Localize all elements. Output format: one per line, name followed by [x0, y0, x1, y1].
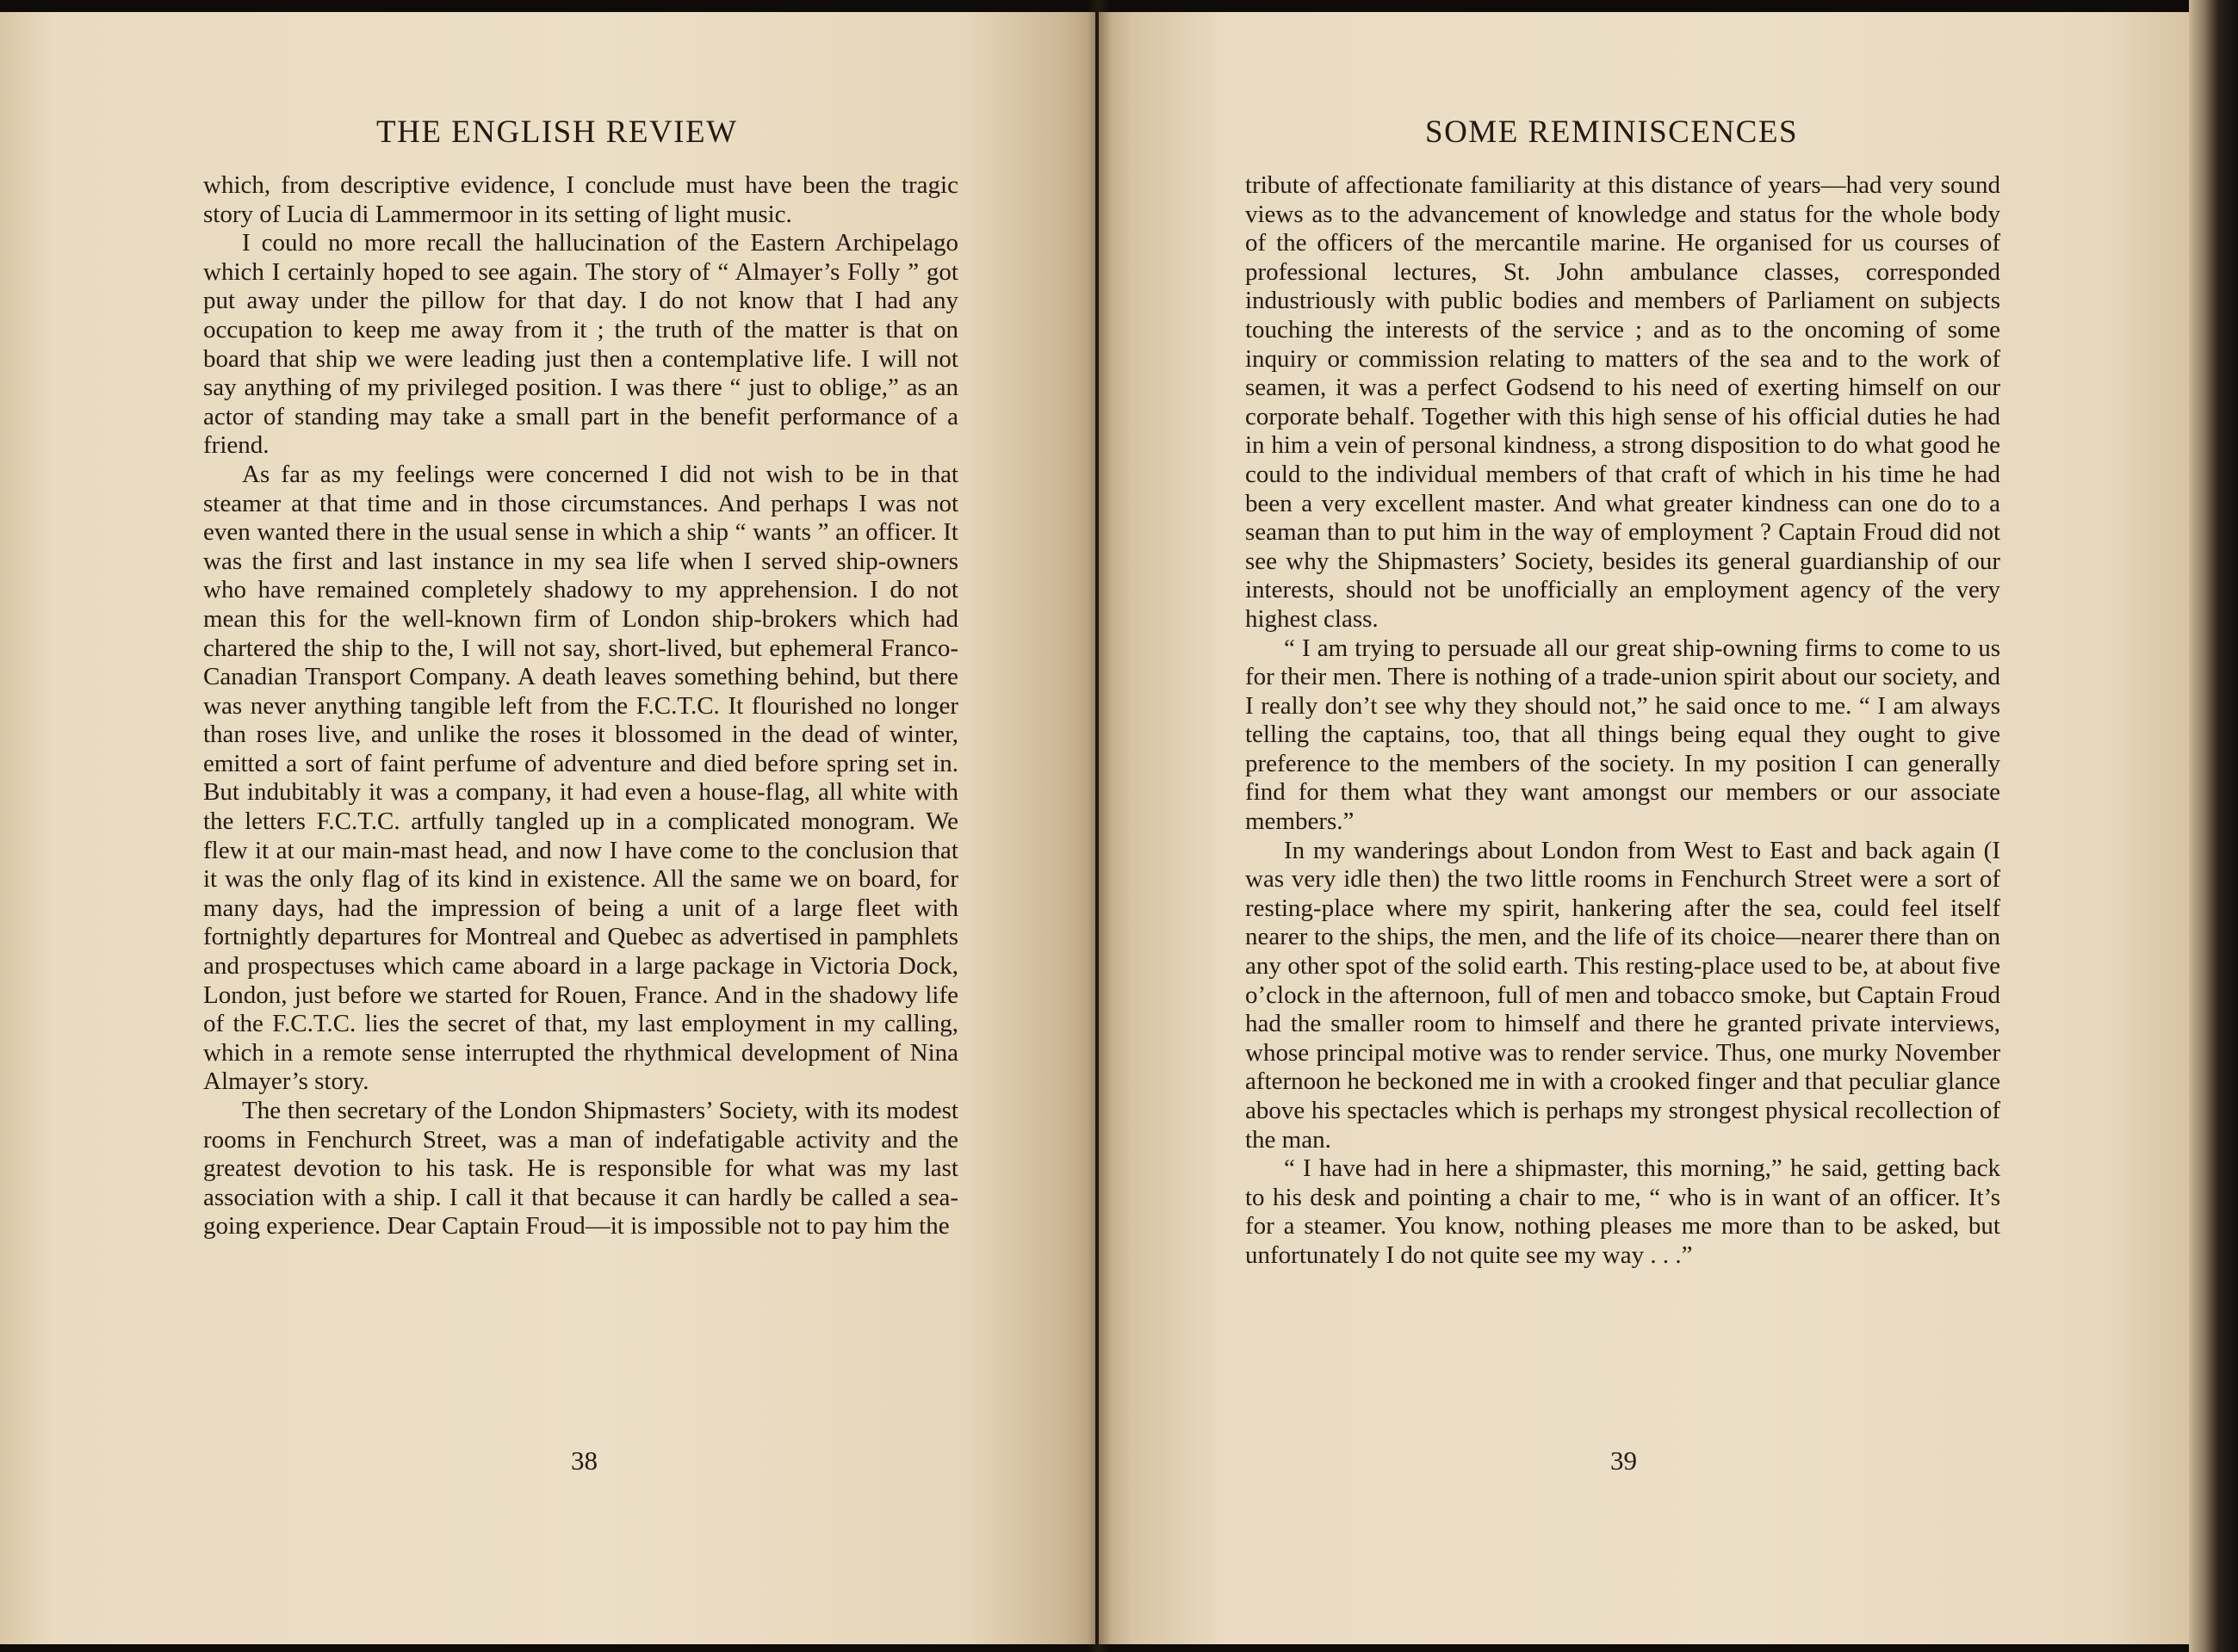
- paragraph: As far as my feelings were concerned I did not wish to be in that steamer at that time and in those circumstances. And perhaps I was not even wanted there in the usual sense in which a ship “ wants ” an officer. It was the first and last instance in my sea life when I served ship-owners who have remained completely shadowy to my apprehension. I do not mean this for the well-known firm of London ship-brokers which had chartered the ship to the, I will not say, short-lived, but ephemeral Franco-Canadian Transport Company. A death leaves something behind, but there was never anything tangible left from the F.C.T.C. It flourished no longer than roses live, and unlike the roses it blossomed in the dead of winter, emitted a sort of faint perfume of adventure and died before spring set in. But indubitably it was a company, it had even a house-flag, all white with the letters F.C.T.C. artfully tangled up in a complicated monogram. We flew it at our main-mast head, and now I have come to the conclusion that it was the only flag of its kind in existence. All the same we on board, for many days, had the impression of being a unit of a large fleet with fortnightly departures for Montreal and Quebec as advertised in pamphlets and prospectuses which came aboard in a large package in Victoria Dock, London, just before we started for Rouen, France. And in the shadowy life of the F.C.T.C. lies the secret of that, my last employment in my calling, which in a remote sense interrupted the rhythmical development of Nina Almayer’s story.: [203, 460, 958, 1096]
- paragraph: which, from descriptive evidence, I conclude must have been the tragic story of Lucia di Lammermoor in its setting of light music.: [203, 171, 958, 228]
- left-page-body: [203, 171, 958, 1241]
- page-number-left: 38: [571, 1445, 598, 1476]
- running-head-left: THE ENGLISH REVIEW: [376, 114, 738, 150]
- right-page: [1099, 12, 2189, 1644]
- paragraph: The then secretary of the London Shipmasters’ Society, with its modest rooms in Fenchurch Street, was a man of indefatigable activity and the greatest devotion to his task. He is responsible for what was my last association with a ship. I call it that because it can hardly be called a sea-going experience. Dear Captain Froud—it is impossible not to pay him the: [203, 1097, 958, 1241]
- paragraph: “ I am trying to persuade all our great ship-owning firms to come to us for their men. There is nothing of a trade-union spirit about our society, and I really don’t see why they should not,” he said once to me. “ I am always telling the captains, too, that all things being equal they ought to give preference to the members of the society. In my position I can generally find for them what they want amongst our members or our associate members.”: [1245, 634, 2000, 836]
- book-gutter: [1087, 0, 1111, 1652]
- paragraph: tribute of affectionate familiarity at this distance of years—had very sound views as to the advancement of knowledge and status for the whole body of the officers of the mercantile marine. He organised for us courses of professional lectures, St. John ambulance classes, corresponded industriously with public bodies and members of Parliament on subjects touching the interests of the service ; and as to the oncoming of some inquiry or commission relating to matters of the sea and to the work of seamen, it was a perfect Godsend to his need of exerting himself on our corporate behalf. Together with this high sense of his official duties he had in him a vein of personal kindness, a strong disposition to do what good he could to the individual members of that craft of which in his time he had been a very excellent master. And what greater kindness can one do to a seaman than to put him in the way of employment ? Captain Froud did not see why the Shipmasters’ Society, besides its general guardianship of our interests, should not be unofficially an employment agency of the very highest class.: [1245, 171, 2000, 633]
- right-page-body: [1245, 171, 2000, 1271]
- paragraph: “ I have had in here a shipmaster, this morning,” he said, getting back to his desk and pointing a chair to me, “ who is in want of an officer. It’s for a steamer. You know, nothing pleases me more than to be asked, but unfortunately I do not quite see my way . . .”: [1245, 1154, 2000, 1269]
- left-page: [0, 12, 1095, 1644]
- paragraph: In my wanderings about London from West to East and back again (I was very idle then) the two little rooms in Fenchurch Street were a sort of resting-place where my spirit, hankering after the sea, could feel itself nearer to the ships, the men, and the life of its choice—nearer there than on any other spot of the solid earth. This resting-place used to be, at about five o’clock in the afternoon, full of men and tobacco smoke, but Captain Froud had the smaller room to himself and there he granted private interviews, whose principal motive was to render service. Thus, one murky November afternoon he beckoned me in with a crooked finger and that peculiar glance above his spectacles which is perhaps my strongest physical recollection of the man.: [1245, 836, 2000, 1154]
- page-edge-shadow: [2189, 0, 2238, 1652]
- paragraph: I could no more recall the hallucination of the Eastern Archipelago which I certainly hoped to see again. The story of “ Almayer’s Folly ” got put away under the pillow for that day. I do not know that I had any occupation to keep me away from it ; the truth of the matter is that on board that ship we were leading just then a contemplative life. I will not say anything of my privileged position. I was there “ just to oblige,” as an actor of standing may take a small part in the benefit performance of a friend.: [203, 229, 958, 460]
- page-number-right: 39: [1610, 1445, 1637, 1476]
- running-head-right: SOME REMINISCENCES: [1425, 114, 1799, 150]
